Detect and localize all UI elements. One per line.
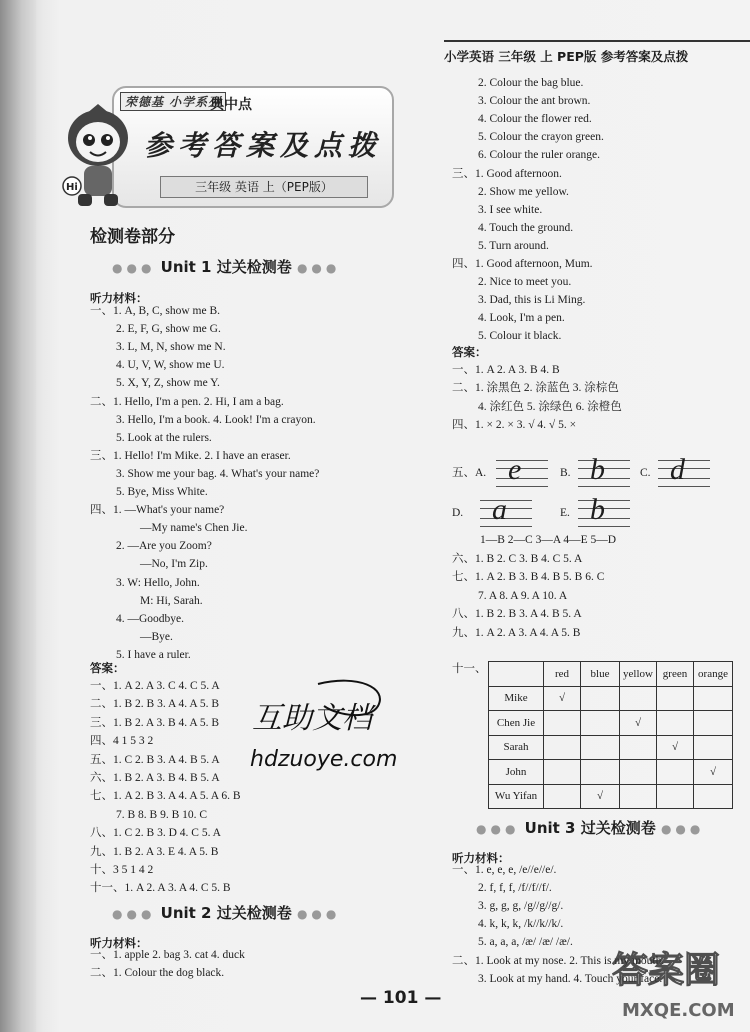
text-line: 七、1. A 2. B 3. B 4. B 5. B 6. C xyxy=(452,571,605,584)
table-cell xyxy=(620,735,657,760)
letter-label: C. xyxy=(640,467,651,479)
text-line: 三、1. Good afternoon. xyxy=(452,167,562,180)
section-title: 检测卷部分 xyxy=(90,227,175,247)
text-line: 七、1. A 2. B 3. A 4. A 5. A 6. B xyxy=(90,790,241,803)
unit3-title xyxy=(476,817,704,838)
text-line: 4. Touch the ground. xyxy=(478,221,574,234)
table-cell xyxy=(581,686,620,711)
four-line-grid xyxy=(578,493,630,528)
text-line: 二、1. 涂黑色 2. 涂蓝色 3. 涂棕色 xyxy=(452,382,619,395)
text-line: 四、1. —What's your name? xyxy=(90,504,225,517)
table-cell xyxy=(581,735,620,760)
letter-label: E. xyxy=(560,507,570,519)
table-row xyxy=(489,760,733,785)
table-row xyxy=(489,735,733,760)
text-line: 六、1. B 2. A 3. B 4. B 5. A xyxy=(90,772,220,784)
unit1-title-text: Unit 1 过关检测卷 xyxy=(160,258,292,276)
dots-decor: ●●● xyxy=(296,261,341,275)
grade-label: 三年级 英语 上（PEP版） xyxy=(160,176,368,198)
table-cell: √ xyxy=(694,760,733,785)
table-cell: √ xyxy=(544,686,581,711)
table-cell xyxy=(657,784,694,809)
text-line: 3. I see white. xyxy=(478,203,543,216)
table-row-name: Sarah xyxy=(489,735,544,760)
table-row-name: Mike xyxy=(489,686,544,711)
table-cell xyxy=(544,784,581,809)
grid-line xyxy=(658,486,710,487)
text-line: 3. Look at my hand. 4. Touch your face. xyxy=(478,972,663,985)
written-letter: e xyxy=(508,453,522,486)
table-cell xyxy=(657,686,694,711)
text-line: 二、1. Hello, I'm a pen. 2. Hi, I am a bag. xyxy=(90,395,284,408)
text-line: 三、1. B 2. A 3. B 4. A 5. B xyxy=(90,716,220,729)
unit2-title-text: Unit 2 过关检测卷 xyxy=(160,904,292,922)
hi-badge: Hi xyxy=(66,182,78,193)
text-line: 五、1. C 2. B 3. A 4. B 5. A xyxy=(90,753,220,766)
table-cell xyxy=(581,760,620,785)
text-line: 5. Colour it black. xyxy=(478,330,562,343)
text-line: 5. Colour the crayon green. xyxy=(478,131,604,144)
written-letter: b xyxy=(590,493,605,526)
letter-label: B. xyxy=(560,467,571,479)
table-cell xyxy=(694,711,733,736)
colour-answer-table xyxy=(488,661,733,809)
written-letter: d xyxy=(670,453,685,486)
text-line: 三、1. Hello! I'm Mike. 2. I have an eraser. xyxy=(90,449,291,462)
text-line: 2. E, F, G, show me G. xyxy=(116,323,221,336)
text-line: 6. Colour the ruler orange. xyxy=(478,149,600,162)
table-cell xyxy=(620,686,657,711)
text-line: —My name's Chen Jie. xyxy=(140,522,248,535)
stamp-line1: 互助文档 xyxy=(252,701,372,736)
watermark-logo: 答案圈 xyxy=(612,950,721,991)
text-line: 3. L, M, N, show me N. xyxy=(116,341,226,354)
watermark-url: MXQE.COM xyxy=(622,1000,735,1021)
text-line: 5. I have a ruler. xyxy=(116,648,191,661)
text-line: 3. g, g, g, /g//g//g/. xyxy=(478,900,564,913)
grid-line xyxy=(496,468,548,469)
text-line: 一、1. A 2. A 3. B 4. B xyxy=(452,364,560,376)
text-line: 一、1. A 2. A 3. C 4. C 5. A xyxy=(90,680,220,692)
handwritten-stamp xyxy=(248,676,428,776)
unit1-title xyxy=(112,256,340,277)
text-line: 八、1. C 2. B 3. D 4. C 5. A xyxy=(90,827,221,840)
table-cell xyxy=(694,735,733,760)
text-line: 4. k, k, k, /k//k//k/. xyxy=(478,918,564,931)
table-cell xyxy=(544,735,581,760)
table-cell xyxy=(581,711,620,736)
table-header-cell xyxy=(489,662,544,687)
four-line-grid xyxy=(658,453,710,488)
text-line: 四、1. × 2. × 3. √ 4. √ 5. × xyxy=(452,418,577,431)
text-line: 2. —Are you Zoom? xyxy=(116,540,212,553)
text-line: 2. Nice to meet you. xyxy=(478,276,572,289)
table-cell xyxy=(544,760,581,785)
text-line: 5. X, Y, Z, show me Y. xyxy=(116,377,220,390)
table-cell xyxy=(620,784,657,809)
text-line: 5. Turn around. xyxy=(478,239,549,252)
book-spine-shadow xyxy=(0,0,36,1032)
text-line: 二、1. Colour the dog black. xyxy=(90,967,225,979)
table-cell: √ xyxy=(657,735,694,760)
text-line: 十一、1. A 2. A 3. A 4. C 5. B xyxy=(90,882,231,895)
text-line: —Bye. xyxy=(140,630,173,643)
four-line-grid xyxy=(480,493,532,528)
book-title: 参考答案及点拨 xyxy=(144,129,383,162)
letter-label: D. xyxy=(452,507,464,519)
dots-decor: ●●● xyxy=(660,822,705,836)
text-line: M: Hi, Sarah. xyxy=(140,594,203,607)
text-line: 2. f, f, f, /f//f//f/. xyxy=(478,882,552,895)
text-line: 一、1. apple 2. bag 3. cat 4. duck xyxy=(90,949,245,961)
text-line: 一、1. A, B, C, show me B. xyxy=(90,305,221,317)
unit2-listening-label: 听力材料： xyxy=(90,936,148,950)
table-row xyxy=(489,711,733,736)
text-line: 5. Bye, Miss White. xyxy=(116,486,208,498)
unit2-title xyxy=(112,902,340,923)
table-cell xyxy=(694,686,733,711)
unit1-listening-label: 听力材料： xyxy=(90,291,148,305)
written-letter: b xyxy=(590,453,605,486)
table-header-cell: red xyxy=(544,662,581,687)
right-answers-label: 答案： xyxy=(452,345,487,359)
letter-label: 五、A. xyxy=(452,467,487,479)
shiyi-label: 十一、 xyxy=(452,663,487,675)
text-line: 4. U, V, W, show me U. xyxy=(116,359,225,372)
table-row xyxy=(489,686,733,711)
text-line: 5. a, a, a, /æ/ /æ/ /æ/. xyxy=(478,936,573,949)
unit3-title-text: Unit 3 过关检测卷 xyxy=(524,819,656,837)
table-header-cell: orange xyxy=(694,662,733,687)
grid-line xyxy=(480,526,532,527)
text-line: —No, I'm Zip. xyxy=(140,558,208,571)
table-cell xyxy=(657,711,694,736)
written-letter: a xyxy=(492,493,507,526)
four-line-grid xyxy=(496,453,548,488)
table-row-name: John xyxy=(489,760,544,785)
four-line-grid xyxy=(578,453,630,488)
table-cell: √ xyxy=(581,784,620,809)
table-header-cell: green xyxy=(657,662,694,687)
dots-decor: ●●● xyxy=(112,907,156,921)
table-cell xyxy=(620,760,657,785)
text-line: 4. Colour the flower red. xyxy=(478,113,592,126)
unit1-answers-label: 答案： xyxy=(90,661,125,675)
table-cell: √ xyxy=(620,711,657,736)
grid-line xyxy=(496,478,548,479)
running-header: 小学英语 三年级 上 PEP版 参考答案及点拨 xyxy=(444,40,750,70)
text-line: 二、1. Look at my nose. 2. This is my mouth. xyxy=(452,954,665,967)
text-line: 3. W: Hello, John. xyxy=(116,576,200,589)
table-row-name: Chen Jie xyxy=(489,711,544,736)
text-line: 四、1. Good afternoon, Mum. xyxy=(452,258,593,270)
table-cell xyxy=(544,711,581,736)
text-line: 4. —Goodbye. xyxy=(116,612,185,625)
text-line: 九、1. B 2. A 3. E 4. A 5. B xyxy=(90,845,219,858)
table-header-row xyxy=(489,662,733,687)
text-line: 六、1. B 2. C 3. B 4. C 5. A xyxy=(452,552,583,565)
table-row xyxy=(489,784,733,809)
unit3-listening-label: 听力材料： xyxy=(452,851,510,865)
grid-line xyxy=(578,486,630,487)
text-line: 八、1. B 2. B 3. A 4. B 5. A xyxy=(452,608,582,621)
mascot-icon xyxy=(60,104,136,214)
text-line: 7. B 8. B 9. B 10. C xyxy=(116,808,208,821)
table-header-cell: blue xyxy=(581,662,620,687)
stamp-line2: hdzuoye.com xyxy=(250,747,398,772)
table-cell xyxy=(694,784,733,809)
brand-logo: 荣德基 小学系列 xyxy=(120,92,226,111)
grid-line xyxy=(496,460,548,461)
text-line: 2. Show me yellow. xyxy=(478,185,569,198)
text-line: 3. Dad, this is Li Ming. xyxy=(478,294,586,307)
text-line: 7. A 8. A 9. A 10. A xyxy=(478,589,568,602)
dots-decor: ●●● xyxy=(296,907,341,921)
text-line: 5. Look at the rulers. xyxy=(116,431,212,444)
text-line: 2. Colour the bag blue. xyxy=(478,77,584,89)
text-line: 3. Colour the ant brown. xyxy=(478,95,591,108)
table-row-name: Wu Yifan xyxy=(489,784,544,809)
text-line: 四、4 1 5 3 2 xyxy=(90,735,154,748)
table-cell xyxy=(657,760,694,785)
text-line: 一、1. e, e, e, /e//e//e/. xyxy=(452,864,557,876)
brand-series: 典中点 xyxy=(210,97,252,113)
text-line: 九、1. A 2. A 3. A 4. A 5. B xyxy=(452,627,581,639)
page-number: — 101 — xyxy=(360,988,442,1008)
text-line: 二、1. B 2. B 3. A 4. A 5. B xyxy=(90,698,220,711)
dots-decor: ●●● xyxy=(112,261,156,275)
text-line: 4. Look, I'm a pen. xyxy=(478,312,565,325)
table-header-cell: yellow xyxy=(620,662,657,687)
text-line: 3. Show me your bag. 4. What's your name? xyxy=(116,467,320,480)
grid-line xyxy=(578,526,630,527)
text-line: 十、3 5 1 4 2 xyxy=(90,864,154,876)
text-line: 3. Hello, I'm a book. 4. Look! I'm a crayon. xyxy=(116,413,316,426)
text-line: 1—B 2—C 3—A 4—E 5—D xyxy=(480,534,617,546)
text-line: 4. 涂红色 5. 涂绿色 6. 涂橙色 xyxy=(478,400,622,413)
dots-decor: ●●● xyxy=(476,822,520,836)
grid-line xyxy=(496,486,548,487)
